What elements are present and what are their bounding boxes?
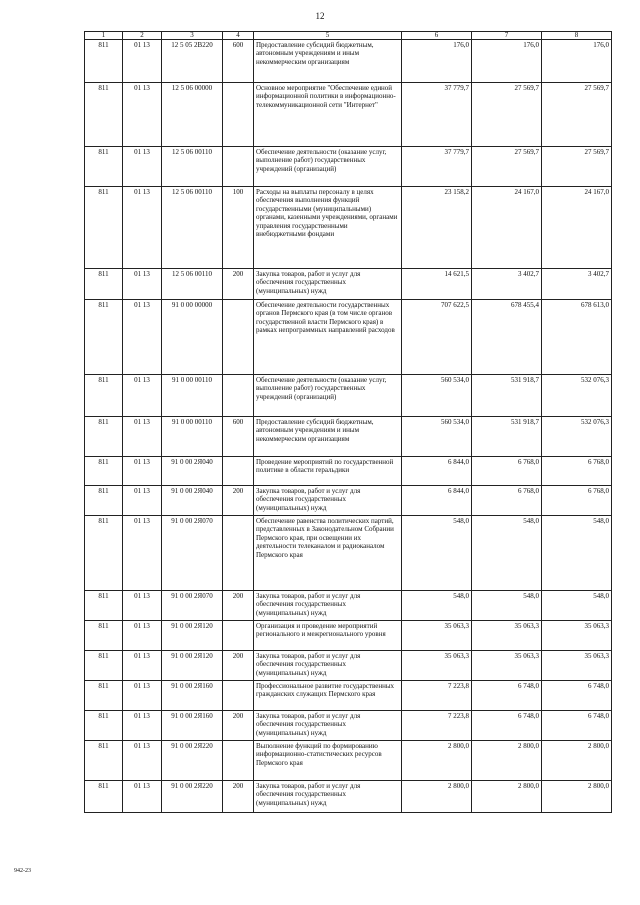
- cell-ministry-code: 811: [85, 651, 123, 681]
- table-header-row: [85, 32, 612, 40]
- cell-amount-year-2: 35 063,3: [472, 651, 542, 681]
- cell-expense-type: 100: [223, 187, 254, 269]
- cell-amount-year-1: 23 158,2: [402, 187, 472, 269]
- cell-expense-type: [223, 375, 254, 417]
- cell-amount-year-2: 548,0: [472, 591, 542, 621]
- cell-amount-year-3: 3 402,7: [542, 269, 612, 300]
- table-row: [85, 40, 612, 83]
- header-cell: 6: [402, 32, 472, 40]
- cell-amount-year-1: 2 800,0: [402, 781, 472, 813]
- table-row: [85, 516, 612, 591]
- table-row: [85, 486, 612, 516]
- cell-section-code: 01 13: [123, 741, 162, 781]
- cell-section-code: 01 13: [123, 711, 162, 741]
- table-row: [85, 375, 612, 417]
- cell-amount-year-2: 27 569,7: [472, 147, 542, 187]
- page-number: 12: [315, 11, 325, 21]
- cell-target-article: 91 0 00 2Я160: [162, 711, 223, 741]
- cell-amount-year-2: 35 063,3: [472, 621, 542, 651]
- cell-target-article: 91 0 00 2Я040: [162, 457, 223, 486]
- table-row: [85, 417, 612, 457]
- cell-expense-type: 200: [223, 651, 254, 681]
- cell-target-article: 91 0 00 2Я220: [162, 781, 223, 813]
- cell-amount-year-2: 531 918,7: [472, 417, 542, 457]
- cell-ministry-code: 811: [85, 375, 123, 417]
- cell-ministry-code: 811: [85, 741, 123, 781]
- cell-description: Обеспечение деятельности (оказание услуг, выполнение работ) государственных учреждений (организаций): [254, 375, 402, 417]
- cell-amount-year-1: 14 621,5: [402, 269, 472, 300]
- cell-amount-year-1: 2 800,0: [402, 741, 472, 781]
- cell-amount-year-1: 6 844,0: [402, 486, 472, 516]
- cell-amount-year-3: 176,0: [542, 40, 612, 83]
- cell-section-code: 01 13: [123, 486, 162, 516]
- cell-amount-year-3: 6 768,0: [542, 486, 612, 516]
- cell-ministry-code: 811: [85, 269, 123, 300]
- cell-amount-year-3: 548,0: [542, 516, 612, 591]
- cell-target-article: 91 0 00 00000: [162, 300, 223, 375]
- cell-target-article: 91 0 00 2Я220: [162, 741, 223, 781]
- cell-expense-type: [223, 516, 254, 591]
- cell-amount-year-1: 548,0: [402, 591, 472, 621]
- cell-amount-year-2: 531 918,7: [472, 375, 542, 417]
- cell-target-article: 12 5 06 00110: [162, 269, 223, 300]
- cell-description: Закупка товаров, работ и услуг для обеспечения государственных (муниципальных) нужд: [254, 781, 402, 813]
- cell-ministry-code: 811: [85, 711, 123, 741]
- cell-section-code: 01 13: [123, 187, 162, 269]
- cell-description: Закупка товаров, работ и услуг для обеспечения государственных (муниципальных) нужд: [254, 269, 402, 300]
- cell-section-code: 01 13: [123, 375, 162, 417]
- cell-target-article: 91 0 00 2Я160: [162, 681, 223, 711]
- table-row: [85, 269, 612, 300]
- cell-description: Закупка товаров, работ и услуг для обеспечения государственных (муниципальных) нужд: [254, 711, 402, 741]
- cell-expense-type: [223, 83, 254, 147]
- cell-expense-type: 600: [223, 417, 254, 457]
- cell-ministry-code: 811: [85, 486, 123, 516]
- cell-target-article: 12 5 06 00110: [162, 147, 223, 187]
- cell-amount-year-3: 2 800,0: [542, 741, 612, 781]
- cell-section-code: 01 13: [123, 269, 162, 300]
- table-row: [85, 83, 612, 147]
- cell-amount-year-3: 532 076,3: [542, 417, 612, 457]
- header-cell: 8: [542, 32, 612, 40]
- cell-description: Основное мероприятие "Обеспечение единой информационной политики в информационно-телекоммуникационной сети "Интернет": [254, 83, 402, 147]
- cell-expense-type: 200: [223, 486, 254, 516]
- cell-amount-year-1: 548,0: [402, 516, 472, 591]
- cell-section-code: 01 13: [123, 516, 162, 591]
- header-cell: 2: [123, 32, 162, 40]
- table-row: [85, 711, 612, 741]
- table-row: [85, 147, 612, 187]
- cell-description: Проведение мероприятий по государственной политике в области геральдики: [254, 457, 402, 486]
- cell-target-article: 91 0 00 00110: [162, 375, 223, 417]
- table-row: [85, 781, 612, 813]
- cell-description: Расходы на выплаты персоналу в целях обеспечения выполнения функций государственными (муниципальными) органами, казенными учреждениями, органами управления государственными внебюджетными фондами: [254, 187, 402, 269]
- cell-ministry-code: 811: [85, 457, 123, 486]
- cell-amount-year-2: 2 800,0: [472, 741, 542, 781]
- cell-target-article: 91 0 00 2Я070: [162, 591, 223, 621]
- cell-expense-type: 200: [223, 269, 254, 300]
- cell-description: Профессиональное развитие государственных гражданских служащих Пермского края: [254, 681, 402, 711]
- cell-amount-year-1: 560 534,0: [402, 375, 472, 417]
- cell-amount-year-3: 24 167,0: [542, 187, 612, 269]
- cell-section-code: 01 13: [123, 40, 162, 83]
- cell-section-code: 01 13: [123, 621, 162, 651]
- cell-amount-year-1: 707 622,5: [402, 300, 472, 375]
- cell-amount-year-3: 678 613,0: [542, 300, 612, 375]
- cell-amount-year-1: 35 063,3: [402, 621, 472, 651]
- cell-description: Обеспечение деятельности государственных органов Пермского края (в том числе органов государственной власти Пермского края) в рамках непрограммных направлений расходов: [254, 300, 402, 375]
- table-row: [85, 621, 612, 651]
- cell-amount-year-2: 24 167,0: [472, 187, 542, 269]
- cell-target-article: 91 0 00 2Я070: [162, 516, 223, 591]
- cell-section-code: 01 13: [123, 147, 162, 187]
- cell-section-code: 01 13: [123, 83, 162, 147]
- cell-description: Организация и проведение мероприятий регионального и межрегионального уровня: [254, 621, 402, 651]
- cell-amount-year-3: 6 748,0: [542, 711, 612, 741]
- cell-description: Закупка товаров, работ и услуг для обеспечения государственных (муниципальных) нужд: [254, 486, 402, 516]
- cell-amount-year-1: 37 779,7: [402, 147, 472, 187]
- cell-amount-year-3: 532 076,3: [542, 375, 612, 417]
- cell-section-code: 01 13: [123, 417, 162, 457]
- cell-amount-year-2: 27 569,7: [472, 83, 542, 147]
- cell-ministry-code: 811: [85, 621, 123, 651]
- cell-section-code: 01 13: [123, 651, 162, 681]
- cell-amount-year-1: 176,0: [402, 40, 472, 83]
- table-row: [85, 681, 612, 711]
- cell-description: Закупка товаров, работ и услуг для обеспечения государственных (муниципальных) нужд: [254, 651, 402, 681]
- cell-ministry-code: 811: [85, 300, 123, 375]
- cell-amount-year-3: 6 768,0: [542, 457, 612, 486]
- cell-amount-year-3: 27 569,7: [542, 83, 612, 147]
- cell-expense-type: 200: [223, 591, 254, 621]
- cell-section-code: 01 13: [123, 781, 162, 813]
- cell-target-article: 91 0 00 00110: [162, 417, 223, 457]
- cell-amount-year-2: 6 768,0: [472, 486, 542, 516]
- cell-expense-type: [223, 741, 254, 781]
- cell-section-code: 01 13: [123, 457, 162, 486]
- cell-amount-year-1: 7 223,8: [402, 681, 472, 711]
- cell-amount-year-2: 2 800,0: [472, 781, 542, 813]
- cell-amount-year-3: 35 063,3: [542, 651, 612, 681]
- budget-table: [84, 31, 612, 813]
- cell-expense-type: [223, 621, 254, 651]
- cell-ministry-code: 811: [85, 147, 123, 187]
- cell-amount-year-3: 548,0: [542, 591, 612, 621]
- cell-amount-year-1: 7 223,8: [402, 711, 472, 741]
- cell-expense-type: [223, 681, 254, 711]
- cell-amount-year-1: 560 534,0: [402, 417, 472, 457]
- cell-description: Предоставление субсидий бюджетным, автономным учреждениям и иным некоммерческим организациям: [254, 40, 402, 83]
- header-cell: 1: [85, 32, 123, 40]
- cell-ministry-code: 811: [85, 591, 123, 621]
- cell-target-article: 91 0 00 2Я120: [162, 621, 223, 651]
- cell-amount-year-3: 2 800,0: [542, 781, 612, 813]
- cell-amount-year-1: 6 844,0: [402, 457, 472, 486]
- cell-ministry-code: 811: [85, 681, 123, 711]
- cell-description: Выполнение функций по формированию информационно-статистических ресурсов Пермского края: [254, 741, 402, 781]
- cell-amount-year-2: 176,0: [472, 40, 542, 83]
- cell-target-article: 12 5 05 2В220: [162, 40, 223, 83]
- table-row: [85, 591, 612, 621]
- cell-amount-year-2: 6 748,0: [472, 711, 542, 741]
- table-row: [85, 300, 612, 375]
- cell-amount-year-2: 3 402,7: [472, 269, 542, 300]
- cell-expense-type: [223, 300, 254, 375]
- table-row: [85, 741, 612, 781]
- header-cell: 7: [472, 32, 542, 40]
- cell-ministry-code: 811: [85, 187, 123, 269]
- table-row: [85, 457, 612, 486]
- header-cell: 5: [254, 32, 402, 40]
- cell-amount-year-2: 548,0: [472, 516, 542, 591]
- cell-amount-year-2: 6 768,0: [472, 457, 542, 486]
- cell-description: Обеспечение равенства политических партий, представленных в Законодательном Собрании Пермского края, при освещении их деятельности телеканалом и радиоканалом Пермского края: [254, 516, 402, 591]
- cell-description: Закупка товаров, работ и услуг для обеспечения государственных (муниципальных) нужд: [254, 591, 402, 621]
- document-code: 942-23: [14, 868, 31, 874]
- cell-ministry-code: 811: [85, 516, 123, 591]
- cell-ministry-code: 811: [85, 781, 123, 813]
- cell-section-code: 01 13: [123, 591, 162, 621]
- cell-amount-year-3: 35 063,3: [542, 621, 612, 651]
- cell-target-article: 91 0 00 2Я040: [162, 486, 223, 516]
- cell-ministry-code: 811: [85, 83, 123, 147]
- cell-amount-year-3: 27 569,7: [542, 147, 612, 187]
- table-row: [85, 651, 612, 681]
- cell-expense-type: [223, 457, 254, 486]
- header-cell: 3: [162, 32, 223, 40]
- cell-target-article: 12 5 06 00000: [162, 83, 223, 147]
- cell-section-code: 01 13: [123, 681, 162, 711]
- cell-ministry-code: 811: [85, 417, 123, 457]
- cell-section-code: 01 13: [123, 300, 162, 375]
- cell-expense-type: [223, 147, 254, 187]
- cell-amount-year-1: 37 779,7: [402, 83, 472, 147]
- cell-expense-type: 600: [223, 40, 254, 83]
- table-row: [85, 187, 612, 269]
- cell-amount-year-2: 6 748,0: [472, 681, 542, 711]
- cell-amount-year-3: 6 748,0: [542, 681, 612, 711]
- cell-amount-year-1: 35 063,3: [402, 651, 472, 681]
- cell-expense-type: 200: [223, 711, 254, 741]
- cell-ministry-code: 811: [85, 40, 123, 83]
- cell-amount-year-2: 678 455,4: [472, 300, 542, 375]
- header-cell: 4: [223, 32, 254, 40]
- cell-description: Предоставление субсидий бюджетным, автономным учреждениям и иным некоммерческим организациям: [254, 417, 402, 457]
- cell-target-article: 12 5 06 00110: [162, 187, 223, 269]
- cell-target-article: 91 0 00 2Я120: [162, 651, 223, 681]
- cell-expense-type: 200: [223, 781, 254, 813]
- cell-description: Обеспечение деятельности (оказание услуг, выполнение работ) государственных учреждений (организаций): [254, 147, 402, 187]
